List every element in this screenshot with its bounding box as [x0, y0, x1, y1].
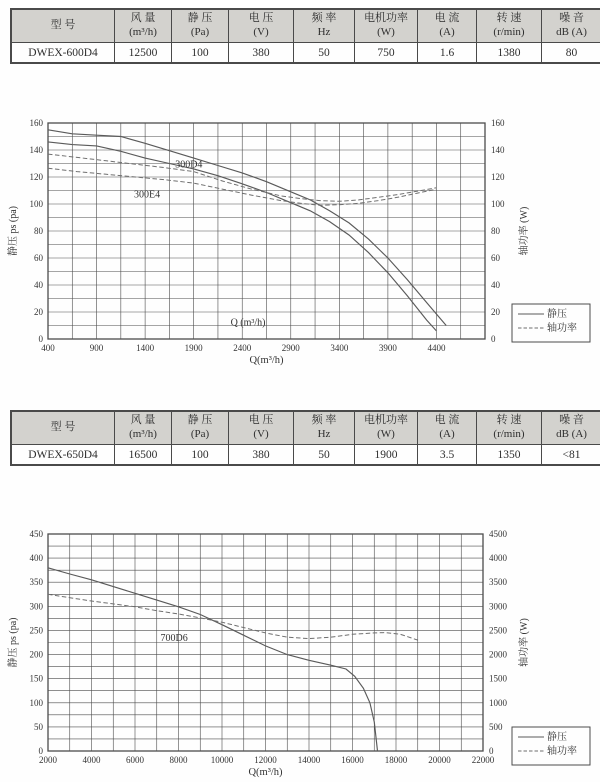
header-cell: 静 压 (Pa) — [172, 411, 229, 445]
curve-static-pressure — [48, 130, 446, 326]
header-cell: 噪 音 dB (A) — [542, 9, 600, 43]
spec-table-header — [11, 9, 600, 43]
svg-text:14000: 14000 — [297, 755, 321, 765]
header-cell: 电机功率 (W) — [355, 411, 418, 445]
svg-text:80: 80 — [34, 226, 43, 236]
svg-text:2400: 2400 — [233, 343, 252, 353]
header-cell: 转 速 (r/min) — [477, 9, 542, 43]
data-cell: 1900 — [355, 445, 418, 466]
svg-text:3500: 3500 — [489, 577, 507, 588]
svg-text:120: 120 — [29, 172, 43, 182]
data-cell: 1380 — [477, 43, 542, 64]
svg-text:2000: 2000 — [39, 755, 57, 765]
data-cell: 750 — [355, 43, 418, 64]
spec-table-dwex-650d4 — [10, 410, 600, 466]
svg-text:20000: 20000 — [428, 755, 451, 765]
svg-text:100: 100 — [29, 199, 43, 209]
header-cell: 电机功率 (W) — [355, 9, 418, 43]
svg-text:4500: 4500 — [489, 529, 507, 539]
svg-text:0: 0 — [38, 334, 43, 344]
data-cell: 12500 — [115, 43, 172, 64]
data-cell: 380 — [229, 43, 294, 64]
data-cell: 380 — [229, 445, 294, 466]
svg-text:10000: 10000 — [210, 755, 234, 765]
svg-text:250: 250 — [29, 625, 43, 636]
header-cell: 电 流 (A) — [418, 411, 477, 445]
svg-text:2500: 2500 — [489, 625, 507, 636]
svg-text:900: 900 — [89, 343, 104, 353]
svg-text:500: 500 — [489, 721, 503, 732]
data-cell: 80 — [542, 43, 600, 64]
header-cell: 电 压 (V) — [229, 9, 294, 43]
header-cell: 型 号 — [11, 411, 115, 445]
header-cell: 频 率 Hz — [294, 9, 355, 43]
svg-text:4400: 4400 — [427, 343, 446, 353]
svg-text:0: 0 — [489, 746, 494, 756]
svg-text:50: 50 — [34, 721, 43, 732]
svg-text:160: 160 — [491, 118, 505, 128]
svg-text:18000: 18000 — [384, 755, 408, 765]
data-cell: <81 — [542, 445, 600, 466]
spec-table-dwex-600d4 — [10, 8, 600, 64]
svg-text:3400: 3400 — [330, 343, 349, 353]
left-axis-title: 静压 ps (pa) — [8, 617, 19, 668]
data-cell: 100 — [172, 43, 229, 64]
spec-table-header — [11, 411, 600, 445]
svg-text:300: 300 — [29, 601, 43, 612]
data-cell: 50 — [294, 43, 355, 64]
data-cell: 1350 — [477, 445, 542, 466]
curve-label: 300E4 — [133, 189, 161, 201]
header-cell: 风 量 (m³/h) — [115, 9, 172, 43]
x-axis-title: Q(m³/h) — [249, 355, 284, 366]
header-cell: 电 流 (A) — [418, 9, 477, 43]
svg-text:80: 80 — [491, 226, 500, 236]
svg-text:1500: 1500 — [489, 673, 507, 684]
table-row — [11, 43, 600, 64]
svg-text:16000: 16000 — [341, 755, 364, 765]
right-axis-title: 轴功率 (W) — [519, 618, 530, 667]
svg-text:150: 150 — [29, 673, 43, 684]
chart-grid — [48, 534, 483, 751]
right-axis-title: 轴功率 (W) — [519, 206, 530, 256]
data-cell: DWEX-600D4 — [11, 43, 115, 64]
chart-legend — [512, 304, 590, 342]
curve-label: 700D6 — [160, 633, 188, 645]
svg-text:1400: 1400 — [136, 343, 155, 353]
svg-text:40: 40 — [491, 280, 500, 290]
header-cell: 风 量 (m³/h) — [115, 411, 172, 445]
svg-text:60: 60 — [491, 253, 500, 263]
chart-grid — [48, 123, 485, 339]
svg-text:22000: 22000 — [471, 755, 495, 765]
performance-chart-650 — [0, 516, 600, 782]
svg-text:200: 200 — [29, 649, 43, 660]
curve-label: Q (m³/h) — [230, 317, 266, 329]
svg-text:400: 400 — [29, 553, 43, 564]
header-cell: 噪 音 dB (A) — [542, 411, 600, 445]
legend-label: 轴功率 — [547, 323, 577, 334]
legend-label: 轴功率 — [547, 746, 577, 757]
chart-legend — [512, 727, 590, 765]
svg-text:2900: 2900 — [281, 343, 300, 353]
svg-text:20: 20 — [34, 307, 43, 317]
curve-shaft-power — [48, 594, 418, 640]
data-cell: 16500 — [115, 445, 172, 466]
svg-text:1900: 1900 — [184, 343, 203, 353]
svg-text:140: 140 — [29, 145, 43, 155]
svg-text:6000: 6000 — [126, 755, 144, 765]
data-cell: 1.6 — [418, 43, 477, 64]
svg-text:350: 350 — [29, 577, 43, 588]
header-cell: 型 号 — [11, 9, 115, 43]
data-cell: DWEX-650D4 — [11, 445, 115, 466]
svg-text:12000: 12000 — [254, 755, 277, 765]
legend-label: 静压 — [547, 732, 567, 743]
svg-text:60: 60 — [34, 253, 43, 263]
svg-text:8000: 8000 — [169, 755, 188, 765]
header-cell: 频 率 Hz — [294, 411, 355, 445]
curve-static-pressure — [48, 568, 378, 751]
svg-text:120: 120 — [491, 172, 505, 182]
data-cell: 3.5 — [418, 445, 477, 466]
svg-text:100: 100 — [29, 697, 43, 708]
svg-text:40: 40 — [34, 280, 43, 290]
data-cell: 100 — [172, 445, 229, 466]
legend-label: 静压 — [547, 309, 567, 320]
svg-text:20: 20 — [491, 307, 500, 317]
header-cell: 静 压 (Pa) — [172, 9, 229, 43]
performance-chart-650-svg — [0, 516, 600, 782]
curve-label: 300D4 — [175, 159, 203, 171]
svg-text:4000: 4000 — [489, 553, 507, 564]
header-cell: 电 压 (V) — [229, 411, 294, 445]
svg-text:140: 140 — [491, 145, 505, 155]
svg-text:4000: 4000 — [82, 755, 101, 765]
spec-table-body — [11, 445, 600, 466]
svg-text:450: 450 — [29, 529, 43, 539]
left-axis-title: 静压 ps (pa) — [8, 206, 19, 256]
svg-text:100: 100 — [491, 199, 505, 209]
svg-text:3000: 3000 — [489, 601, 507, 612]
svg-text:1000: 1000 — [489, 697, 507, 708]
performance-chart-600-svg — [0, 110, 600, 382]
header-cell: 转 速 (r/min) — [477, 411, 542, 445]
svg-text:0: 0 — [491, 334, 496, 344]
svg-text:400: 400 — [41, 343, 55, 353]
x-axis-title: Q(m³/h) — [248, 767, 283, 778]
svg-text:3900: 3900 — [378, 343, 397, 353]
chart-axis-ticks — [30, 118, 506, 353]
svg-text:2000: 2000 — [489, 649, 507, 660]
svg-text:160: 160 — [29, 118, 43, 128]
performance-chart-600 — [0, 110, 600, 387]
table-row — [11, 445, 600, 466]
data-cell: 50 — [294, 445, 355, 466]
spec-table-body — [11, 43, 600, 64]
svg-text:0: 0 — [38, 746, 43, 756]
